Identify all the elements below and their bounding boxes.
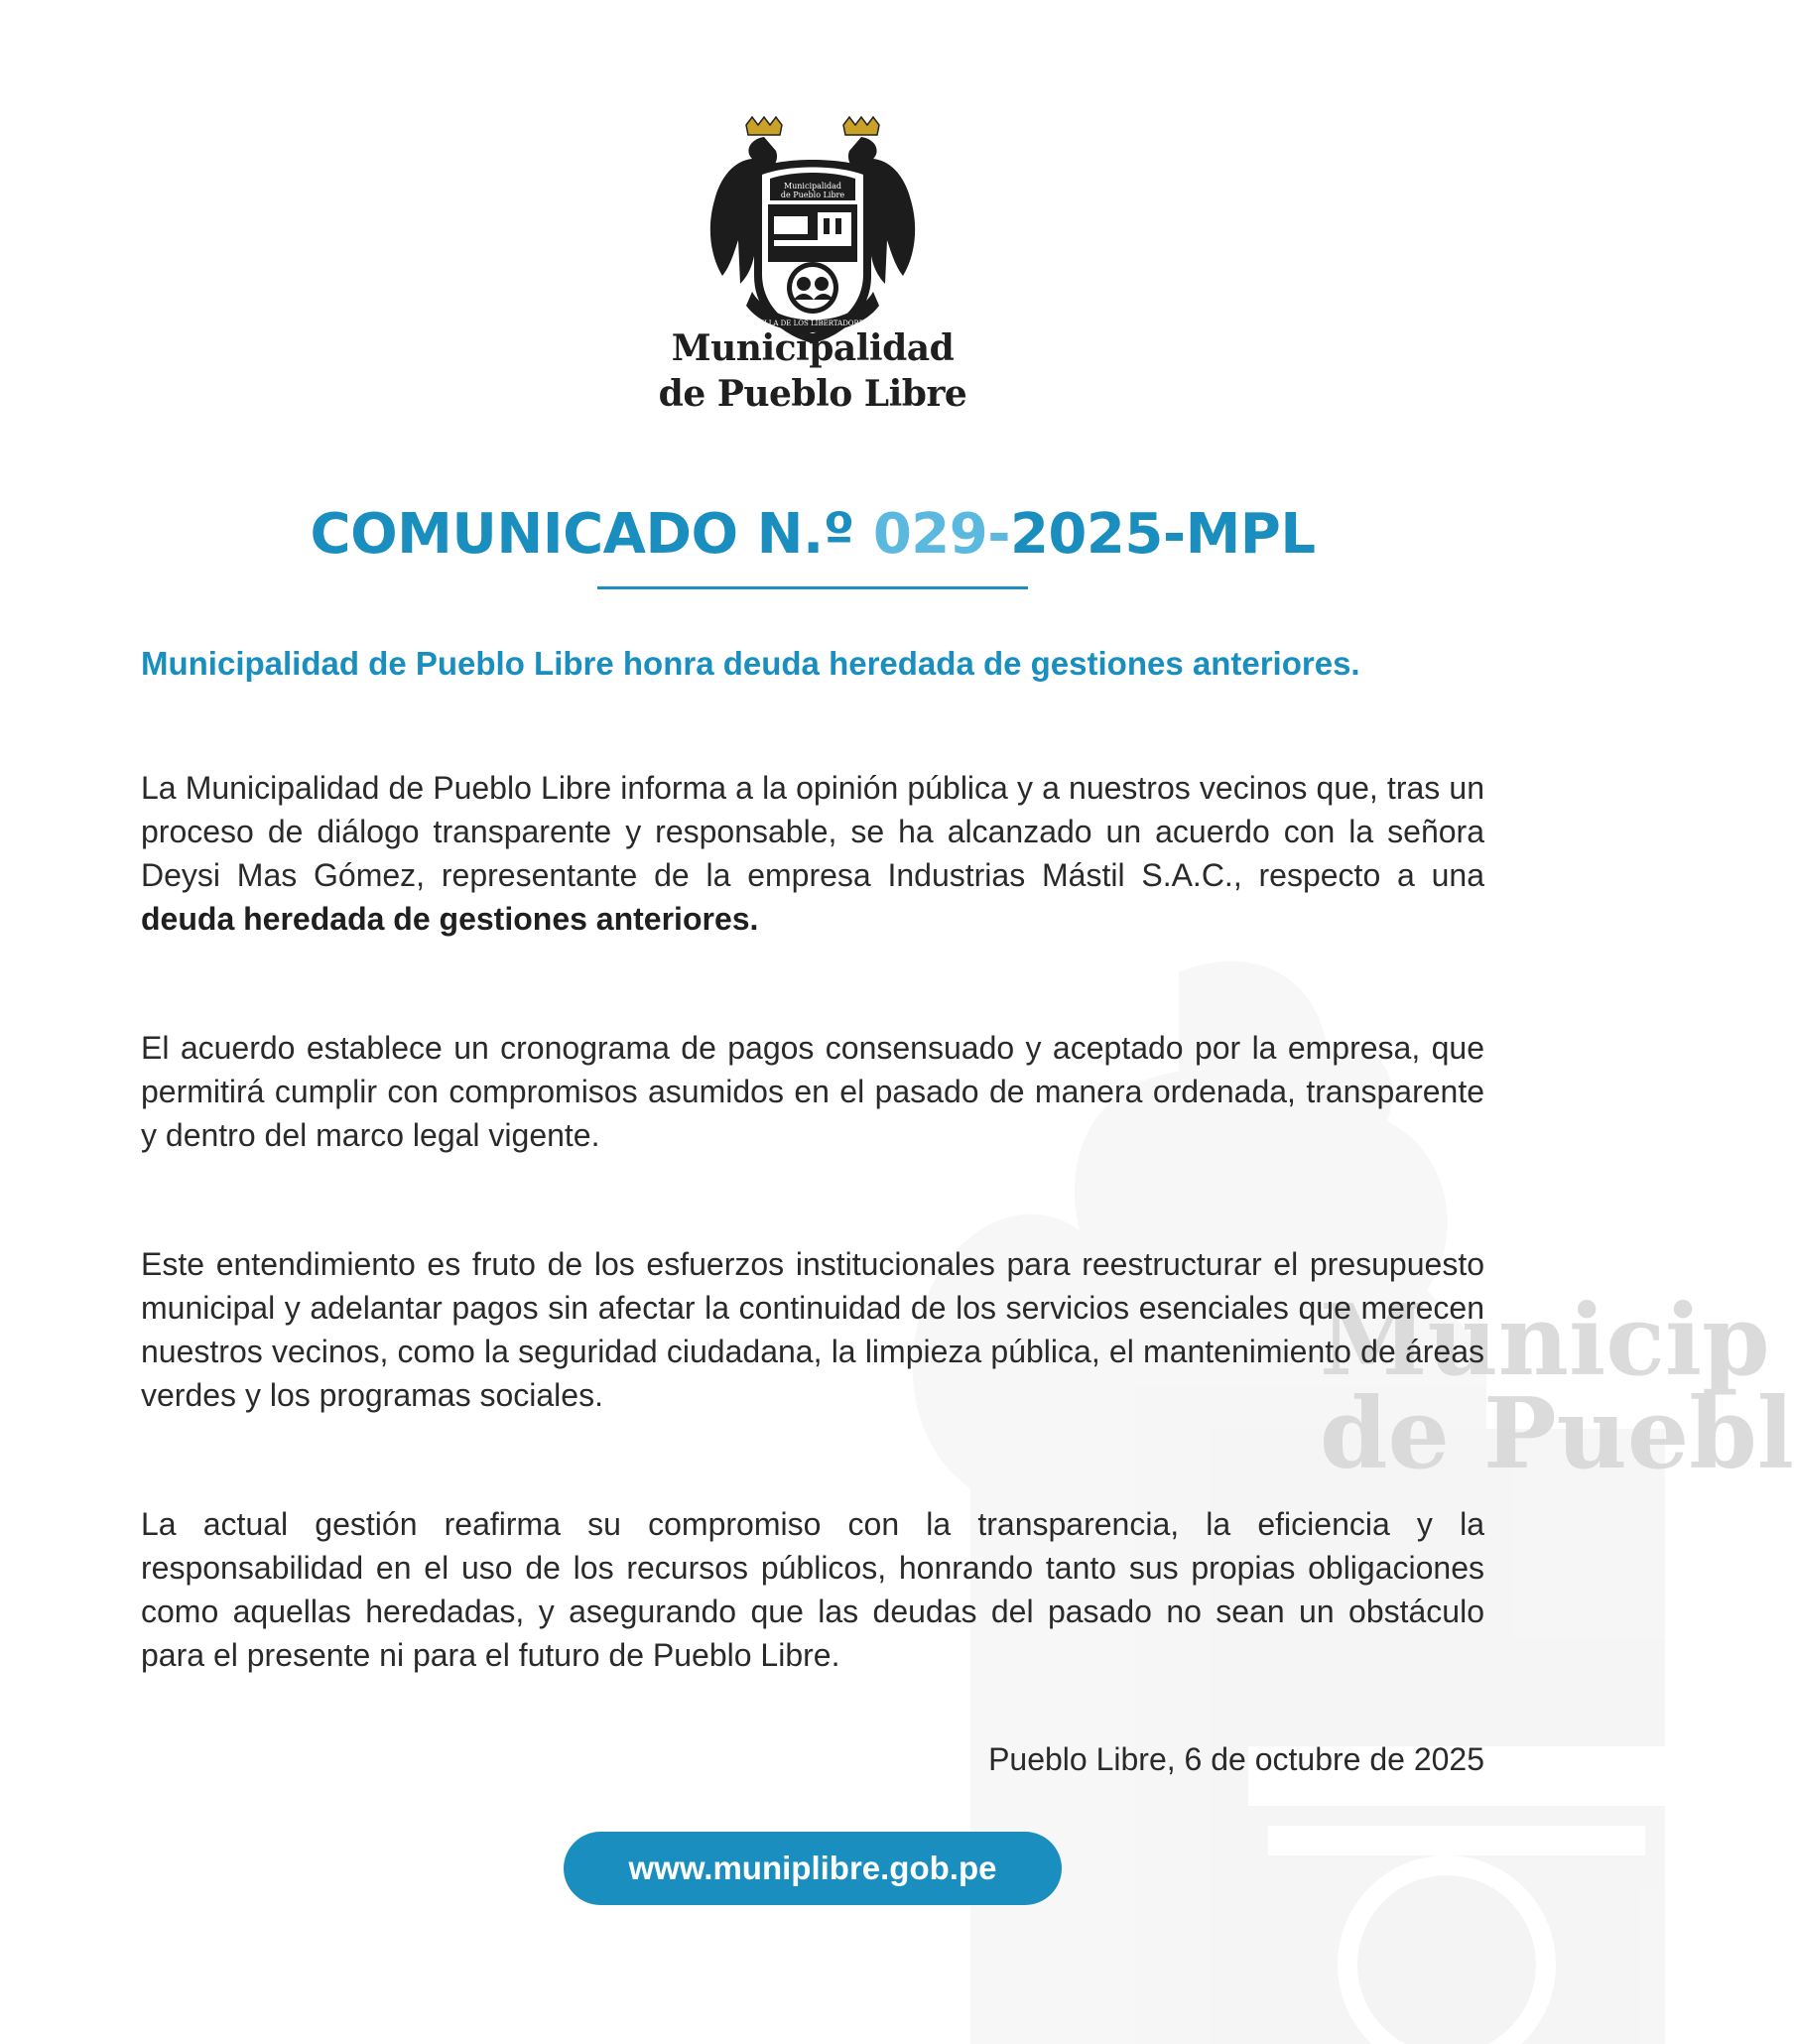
paragraph-1-bold: deuda heredada de gestiones anteriores.	[141, 901, 759, 937]
date-line: Pueblo Libre, 6 de octubre de 2025	[988, 1741, 1484, 1777]
paragraph-1-text: La Municipalidad de Pueblo Libre informa a la opinión pública y a nuestros vecinos que, tras un proceso de diálogo transparente y responsable, se ha alcanzado un acuerdo con la señora Deysi Mas Gómez, representante de la empresa Industrias Mástil S.A.C., respecto a una	[141, 770, 1484, 893]
website-link[interactable]: www.muniplibre.gob.pe	[564, 1832, 1062, 1905]
title-number: 029-	[872, 502, 1010, 567]
title-suffix: 2025-MPL	[1009, 502, 1316, 567]
paragraph-1	[141, 766, 1484, 941]
municipality-name	[614, 325, 1011, 417]
svg-text:Municipalidad: Municipalidad	[783, 182, 842, 191]
page-title	[0, 500, 1625, 570]
municipality-name-line1: Municipalidad	[671, 327, 955, 369]
title-underline	[597, 586, 1028, 589]
paragraph-3: Este entendimiento es fruto de los esfuerzos institucionales para reestructurar el presupuesto municipal y adelantar pagos sin afectar la continuidad de los servicios esenciales que merecen nuestros vecinos, como la seguridad ciudadana, la limpieza pública, el mantenimiento de áreas verdes y los programas sociales.	[141, 1246, 1484, 1413]
municipality-emblem-icon	[695, 117, 931, 347]
svg-text:de Pueblo Libre: de Pueblo Libre	[780, 191, 845, 199]
paragraph-2: El acuerdo establece un cronograma de pagos consensuado y aceptado por la empresa, que permitirá cumplir con compromisos asumidos en el pasado de manera ordenada, transparente y dentro del marco legal vigente.	[141, 1030, 1484, 1153]
headline: Municipalidad de Pueblo Libre honra deuda heredada de gestiones anteriores.	[141, 645, 1360, 682]
title-prefix: COMUNICADO N.º	[310, 502, 873, 567]
watermark-text: Municip de Puebl	[1320, 1284, 1794, 1491]
municipality-name-line2: de Pueblo Libre	[658, 373, 967, 415]
svg-text:VILLA DE LOS LIBERTADORES: VILLA DE LOS LIBERTADORES	[756, 319, 869, 327]
paragraph-4: La actual gestión reafirma su compromiso con la transparencia, la eficiencia y la responsabilidad en el uso de los recursos públicos, honrando tanto sus propias obligaciones como aquellas heredadas, y asegurando que las deudas del pasado no sean un obstáculo para el presente ni para el futuro de Pueblo Libre.	[141, 1506, 1484, 1673]
